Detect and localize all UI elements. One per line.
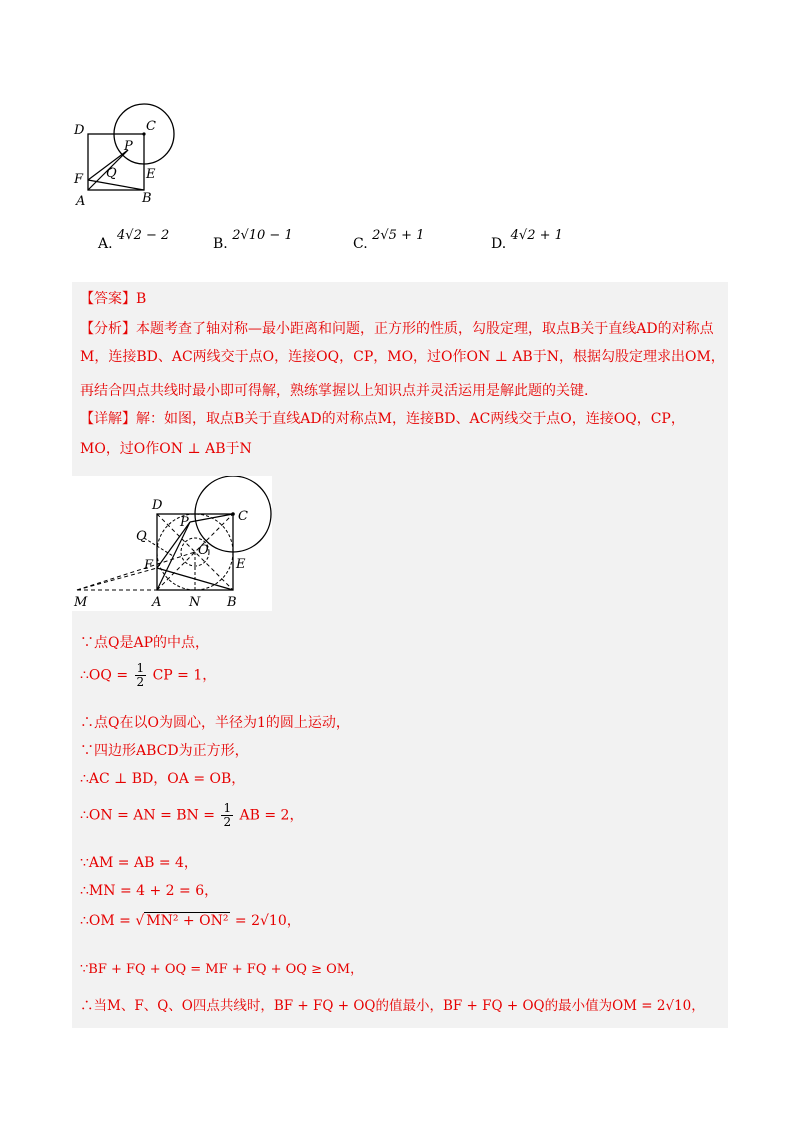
fig2-label-a: A: [152, 595, 162, 610]
step-9: ∴OM = √ MN² + ON² = 2√10，: [80, 913, 301, 929]
choice-b-value: 2√10 − 1: [232, 228, 293, 243]
step-6: ∴ON = AN = BN = $\frac{1}{2}$ AB = 2，: [80, 801, 304, 829]
answer-choices: [98, 228, 658, 266]
step-5: ∴AC ⊥ BD，OA = OB，: [80, 771, 246, 787]
choice-a[interactable]: A. 4√2 − 2: [98, 228, 170, 252]
answer-line: 【答案】B: [80, 291, 147, 307]
step-11: ∴当M、F、Q、O四点共线时，BF + FQ + OQ的值最小，BF + FQ + OQ的最小值为OM = 2√10，: [80, 998, 705, 1014]
label-p: P: [124, 139, 133, 154]
detail-line-2: MO，过O作ON ⊥ AB于N: [80, 441, 252, 457]
fig2-label-n: N: [189, 595, 201, 610]
analysis-line-2: M，连接BD、AC两线交于点O，连接OQ，CP，MO，过O作ON ⊥ AB于N，根据勾股定理求出OM，: [80, 349, 725, 365]
fraction-half: $\frac{1}{2}$: [136, 661, 145, 689]
fig2-label-q: Q: [136, 529, 147, 544]
fig2-label-o: O: [198, 543, 209, 558]
label-f: F: [74, 172, 84, 187]
analysis-line-3: 再结合四点共线时最小即可得解，熟练掌握以上知识点并灵活运用是解此题的关键.: [80, 383, 589, 399]
square-circle-figure: [72, 100, 192, 215]
analysis-line-1: 【分析】本题考查了轴对称—最小距离和问题，正方形的性质，勾股定理，取点B关于直线AD的对称点: [80, 321, 714, 337]
fig2-label-c: C: [238, 509, 248, 524]
fig2-label-f: F: [144, 558, 154, 573]
choice-c-value: 2√5 + 1: [372, 228, 425, 243]
fig2-label-d: D: [152, 498, 163, 513]
fig2-label-m: M: [74, 595, 88, 610]
label-a: A: [76, 194, 86, 209]
choice-a-value: 4√2 − 2: [117, 228, 170, 243]
step-3: ∴点Q在以O为圆心，半径为1的圆上运动，: [80, 715, 350, 731]
step-8: ∴MN = 4 + 2 = 6，: [80, 883, 219, 899]
choice-b[interactable]: B. 2√10 − 1: [213, 228, 293, 252]
step-4: ∵四边形ABCD为正方形，: [80, 743, 249, 759]
choice-d-value: 4√2 + 1: [510, 228, 563, 243]
fig2-label-p: P: [180, 515, 189, 530]
fig2-label-b: B: [227, 595, 237, 610]
label-q: Q: [106, 166, 117, 181]
fig2-label-e: E: [236, 557, 246, 572]
label-c: C: [146, 119, 156, 134]
label-b: B: [142, 191, 152, 206]
fraction-half-2: $\frac{1}{2}$: [223, 801, 232, 829]
detail-line-1: 【详解】解：如图，取点B关于直线AD的对称点M，连接BD、AC两线交于点O，连接OQ，CP，: [80, 411, 685, 427]
choice-d[interactable]: D. 4√2 + 1: [491, 228, 563, 252]
solution-figure: [72, 476, 272, 611]
label-e: E: [146, 167, 156, 182]
choice-c[interactable]: C. 2√5 + 1: [353, 228, 425, 252]
step-10: ∵BF + FQ + OQ = MF + FQ + OQ ≥ OM，: [80, 962, 364, 977]
step-2: ∴OQ = $\frac{1}{2}$ CP = 1，: [80, 661, 217, 689]
step-1: ∵点Q是AP的中点，: [80, 635, 210, 651]
solution-panel: [72, 282, 728, 1028]
label-d: D: [74, 123, 85, 138]
step-7: ∵AM = AB = 4，: [80, 855, 198, 871]
